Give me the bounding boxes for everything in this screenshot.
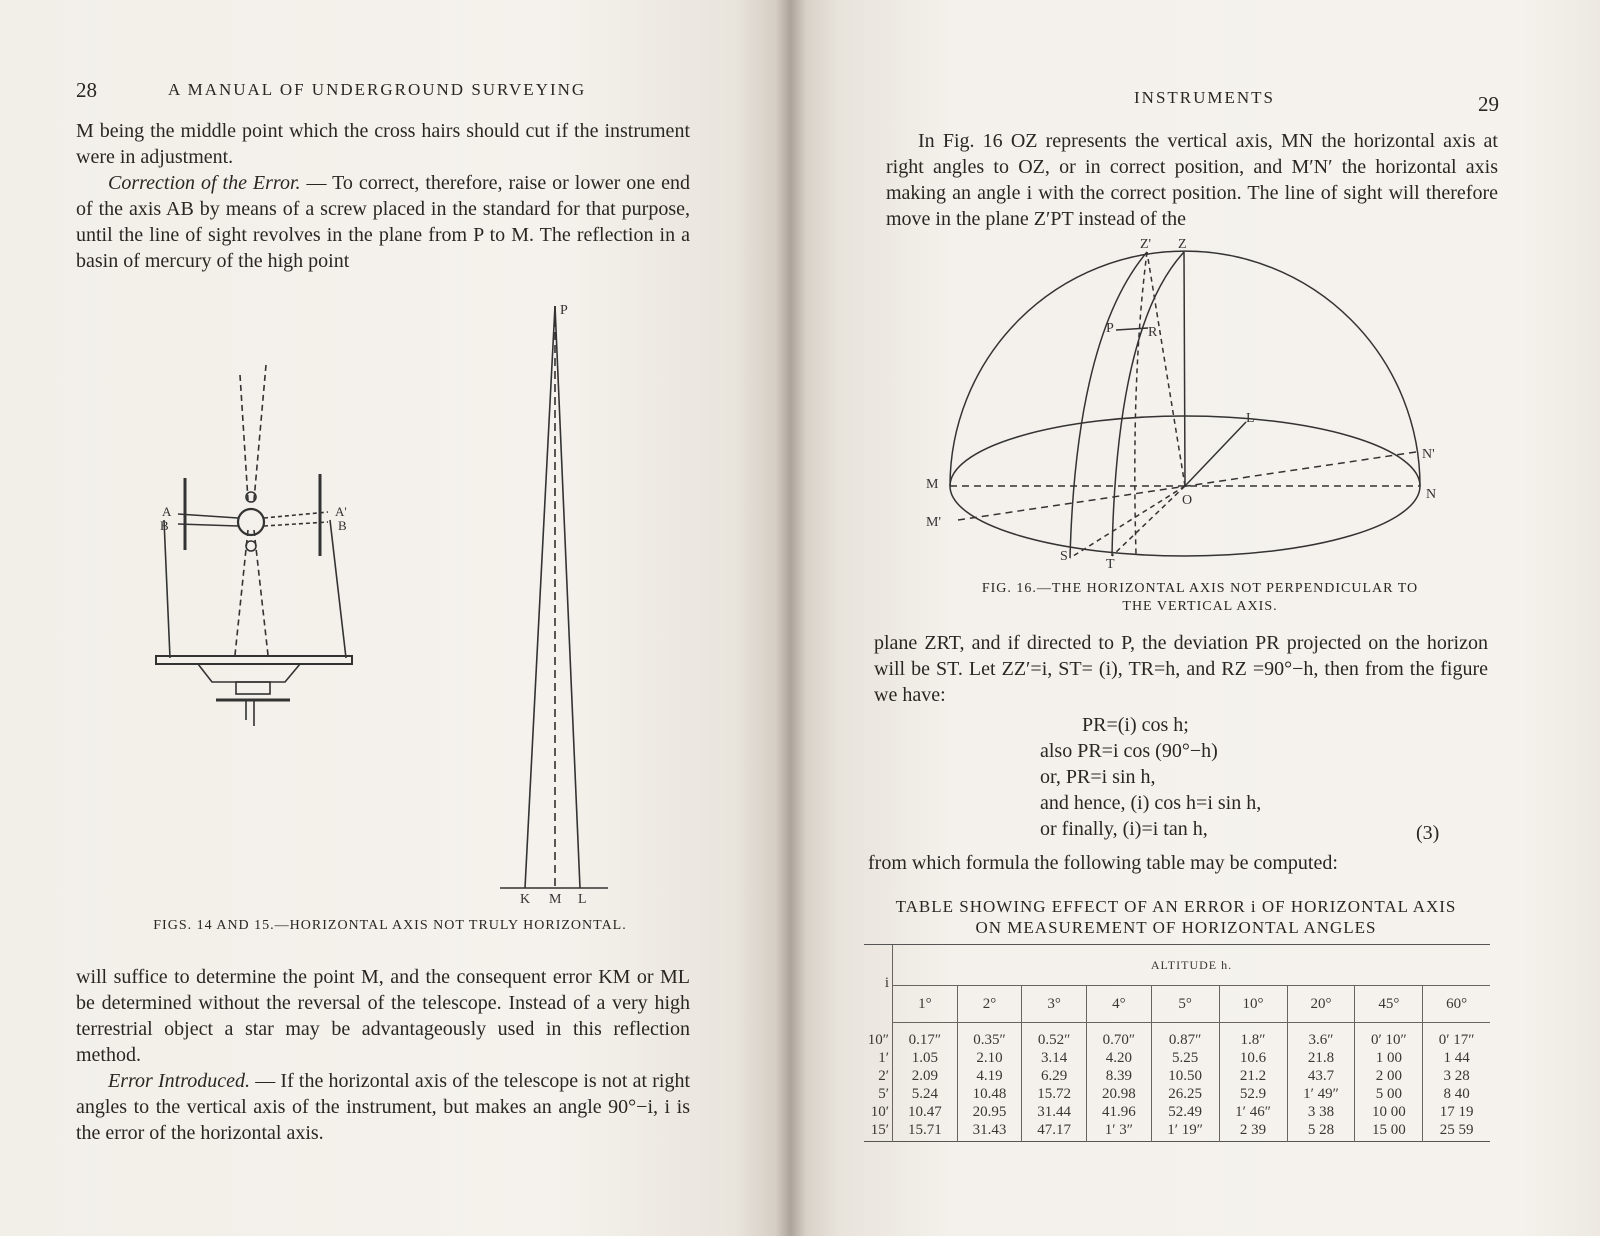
fig-label: S (1060, 549, 1068, 564)
formula-line: or, PR=i sin h, (1040, 766, 1156, 788)
table-row-label: 1′ (878, 1049, 889, 1066)
table-column-header: 2° (957, 986, 1022, 1023)
fig-label: A (162, 504, 172, 519)
figure-16-hemisphere (916, 236, 1456, 570)
formula-line: also PR=i cos (90°−h) (1040, 740, 1218, 762)
table-title (864, 896, 1488, 938)
fig-label: P (1106, 321, 1114, 336)
fig-label: B (338, 518, 347, 533)
altitude-table (864, 944, 1490, 1142)
table-row-label: 2′ (878, 1067, 889, 1084)
fig-label: P (560, 303, 568, 318)
figure-15-triangle (500, 296, 620, 916)
table-column-header: 4° (1087, 986, 1152, 1023)
fig-label: L (578, 892, 587, 907)
figure-caption: FIGS. 14 AND 15.—HORIZONTAL AXIS NOT TRULY HORIZONTAL. (153, 918, 627, 933)
fig-label: T (1106, 557, 1115, 570)
table-cell: 1.8″ 10.6 21.2 52.9 1′ 46″ 2 39 (1219, 1023, 1287, 1142)
paragraph-title: Error Introduced. (108, 1070, 251, 1092)
table-column-header: 45° (1355, 986, 1423, 1023)
table-column-header: 10° (1219, 986, 1287, 1023)
paragraph: will suffice to determine the point M, and the consequent error KM or ML be determined without the reversal of the telescope. Instead of a very high terrestrial object a star may be advantageously used in this reflection method. (76, 966, 690, 1066)
fig-label: R (1148, 325, 1158, 340)
table-row-header: i (864, 945, 893, 1023)
table-title-line: TABLE SHOWING EFFECT OF AN ERROR i OF HORIZONTAL AXIS (895, 897, 1457, 916)
paragraph: plane ZRT, and if directed to P, the deviation PR projected on the horizon will be ST. Let ZZ′=i, ST= (i), TR=h, and RZ =90°−h, then from the figure we have: (874, 632, 1488, 706)
formula-line: or finally, (i)=i tan h, (1040, 818, 1208, 840)
table-cell: 0.52″ 3.14 6.29 15.72 31.44 47.17 (1022, 1023, 1087, 1142)
table-row-label: 15′ (870, 1121, 889, 1138)
table-column-header: 20° (1287, 986, 1355, 1023)
table-cell: 3.6″ 21.8 43.7 1′ 49″ 3 38 5 28 (1287, 1023, 1355, 1142)
page-number-left: 28 (76, 78, 97, 102)
caption-line: FIG. 16.—THE HORIZONTAL AXIS NOT PERPENDICULAR TO (981, 581, 1419, 596)
fig-label: M' (926, 515, 941, 530)
paragraph-title: Correction of the Error. (108, 172, 301, 194)
table-cell: 0.35″ 2.10 4.19 10.48 20.95 31.43 (957, 1023, 1022, 1142)
paragraph: from which formula the following table may be computed: (868, 852, 1338, 874)
figure-14-instrument (150, 360, 370, 730)
table-title-line: ON MEASUREMENT OF HORIZONTAL ANGLES (975, 918, 1377, 937)
table-row-label: 10′ (870, 1103, 889, 1120)
table-cell: 0′ 10″ 1 00 2 00 5 00 10 00 15 00 (1355, 1023, 1423, 1142)
table-cell: 0.87″ 5.25 10.50 26.25 52.49 1′ 19″ (1151, 1023, 1219, 1142)
formula-line: PR=(i) cos h; (1082, 714, 1189, 736)
fig-label: M (926, 477, 939, 492)
figure-caption (910, 580, 1490, 616)
left-page (0, 0, 790, 1236)
fig-label: Z (1178, 237, 1187, 252)
fig-label: B (160, 518, 169, 533)
table-cell: 0′ 17″ 1 44 3 28 8 40 17 19 25 59 (1423, 1023, 1490, 1142)
fig-label: O (1182, 493, 1193, 508)
page-number-right: 29 (1478, 92, 1499, 116)
right-page (790, 0, 1600, 1236)
paragraph (76, 170, 690, 274)
table-row-label: 10″ (867, 1031, 889, 1048)
table-cell: 0.17″ 1.05 2.09 5.24 10.47 15.71 (893, 1023, 958, 1142)
table-row-labels (864, 1023, 893, 1142)
equation-number: (3) (1416, 822, 1440, 844)
table-column-header: 60° (1423, 986, 1490, 1023)
formula-block (1040, 712, 1261, 842)
paragraph (76, 1068, 690, 1146)
table-altitude-header: ALTITUDE h. (893, 945, 1491, 986)
paragraph: In Fig. 16 OZ represents the vertical axis, MN the horizontal axis at right angles to OZ, or in correct position, and M′N′ the horizontal axis making an angle i with the correct position. The line of sight will therefore move in the plane Z′PT instead of the (886, 130, 1498, 230)
table-column-header: 3° (1022, 986, 1087, 1023)
fig-label: M (549, 892, 562, 907)
fig-label: Z' (1140, 237, 1152, 252)
fig-label: A' (335, 504, 347, 519)
running-head-right: INSTRUMENTS (1134, 88, 1276, 107)
paragraph-body: — If the horizontal axis of the telescope is not at right angles to the vertical axis of the instrument, but makes an angle 90°−i, i is the error of the horizontal axis. (76, 1070, 690, 1144)
caption-line: THE VERTICAL AXIS. (1122, 599, 1278, 614)
table-row (864, 1023, 1490, 1142)
formula-line: and hence, (i) cos h=i sin h, (1040, 792, 1262, 814)
fig-label: N' (1422, 447, 1435, 462)
fig-label: L (1246, 411, 1255, 426)
table-cell: 0.70″ 4.20 8.39 20.98 41.96 1′ 3″ (1087, 1023, 1152, 1142)
running-head-left: A MANUAL OF UNDERGROUND SURVEYING (168, 80, 587, 99)
table-row-label: 5′ (878, 1085, 889, 1102)
fig-label: N (1426, 487, 1437, 502)
paragraph: M being the middle point which the cross hairs should cut if the instrument were in adjustment. (76, 120, 690, 168)
paragraph-body: — To correct, therefore, raise or lower one end of the axis AB by means of a screw placed in the standard for that purpose, until the line of sight revolves in the plane from P to M. The reflection in a basin of mercury of the high point (76, 172, 690, 272)
table-column-header: 5° (1151, 986, 1219, 1023)
table-column-header: 1° (893, 986, 958, 1023)
fig-label: K (520, 892, 531, 907)
